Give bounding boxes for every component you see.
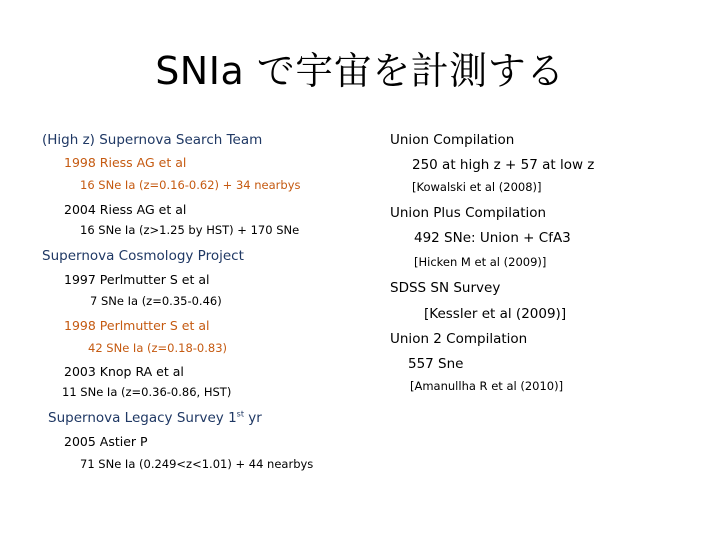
- perlmutter-1997-line: 1997 Perlmutter S et al: [64, 272, 210, 287]
- perlmutter-1998-detail: 42 SNe Ia (z=0.18-0.83): [88, 341, 228, 355]
- astier-2005-detail: 71 SNe Ia (0.249<z<1.01) + 44 nearbys: [80, 457, 314, 471]
- riess-2004-detail: 16 SNe Ia (z>1.25 by HST) + 170 SNe: [80, 223, 300, 237]
- sdss-reference: [Kessler et al (2009)]: [424, 306, 567, 322]
- union-reference: [Kowalski et al (2008)]: [412, 180, 542, 194]
- snls-heading-suffix: yr: [243, 410, 262, 426]
- high-z-team-heading: (High z) Supernova Search Team: [42, 132, 263, 148]
- snls-heading-sup: st: [236, 409, 244, 419]
- sdss-heading: SDSS SN Survey: [390, 280, 501, 296]
- perlmutter-1998-line: 1998 Perlmutter S et al: [64, 318, 210, 333]
- snls-heading: [48, 410, 262, 426]
- union-heading: Union Compilation: [390, 132, 515, 148]
- union-plus-heading: Union Plus Compilation: [390, 205, 547, 221]
- snls-heading-text: Supernova Legacy Survey 1: [48, 410, 237, 426]
- perlmutter-1997-detail: 7 SNe Ia (z=0.35-0.46): [90, 294, 222, 308]
- union2-reference: [Amanullha R et al (2010)]: [410, 379, 564, 393]
- riess-1998-line: 1998 Riess AG et al: [64, 155, 187, 170]
- riess-2004-line: 2004 Riess AG et al: [64, 202, 187, 217]
- knop-2003-detail: 11 SNe Ia (z=0.36-0.86, HST): [62, 385, 232, 399]
- riess-1998-detail: 16 SNe Ia (z=0.16-0.62) + 34 nearbys: [80, 178, 301, 192]
- scp-heading: Supernova Cosmology Project: [42, 248, 244, 264]
- knop-2003-line: 2003 Knop RA et al: [64, 364, 184, 379]
- astier-2005-line: 2005 Astier P: [64, 434, 148, 449]
- union2-detail: 557 Sne: [408, 356, 464, 372]
- slide-title: SNIa で宇宙を計測する: [155, 49, 565, 93]
- union-plus-reference: [Hicken M et al (2009)]: [414, 255, 547, 269]
- union-detail: 250 at high z + 57 at low z: [412, 157, 595, 173]
- union2-heading: Union 2 Compilation: [390, 331, 528, 347]
- union-plus-detail: 492 SNe: Union + CfA3: [414, 230, 571, 246]
